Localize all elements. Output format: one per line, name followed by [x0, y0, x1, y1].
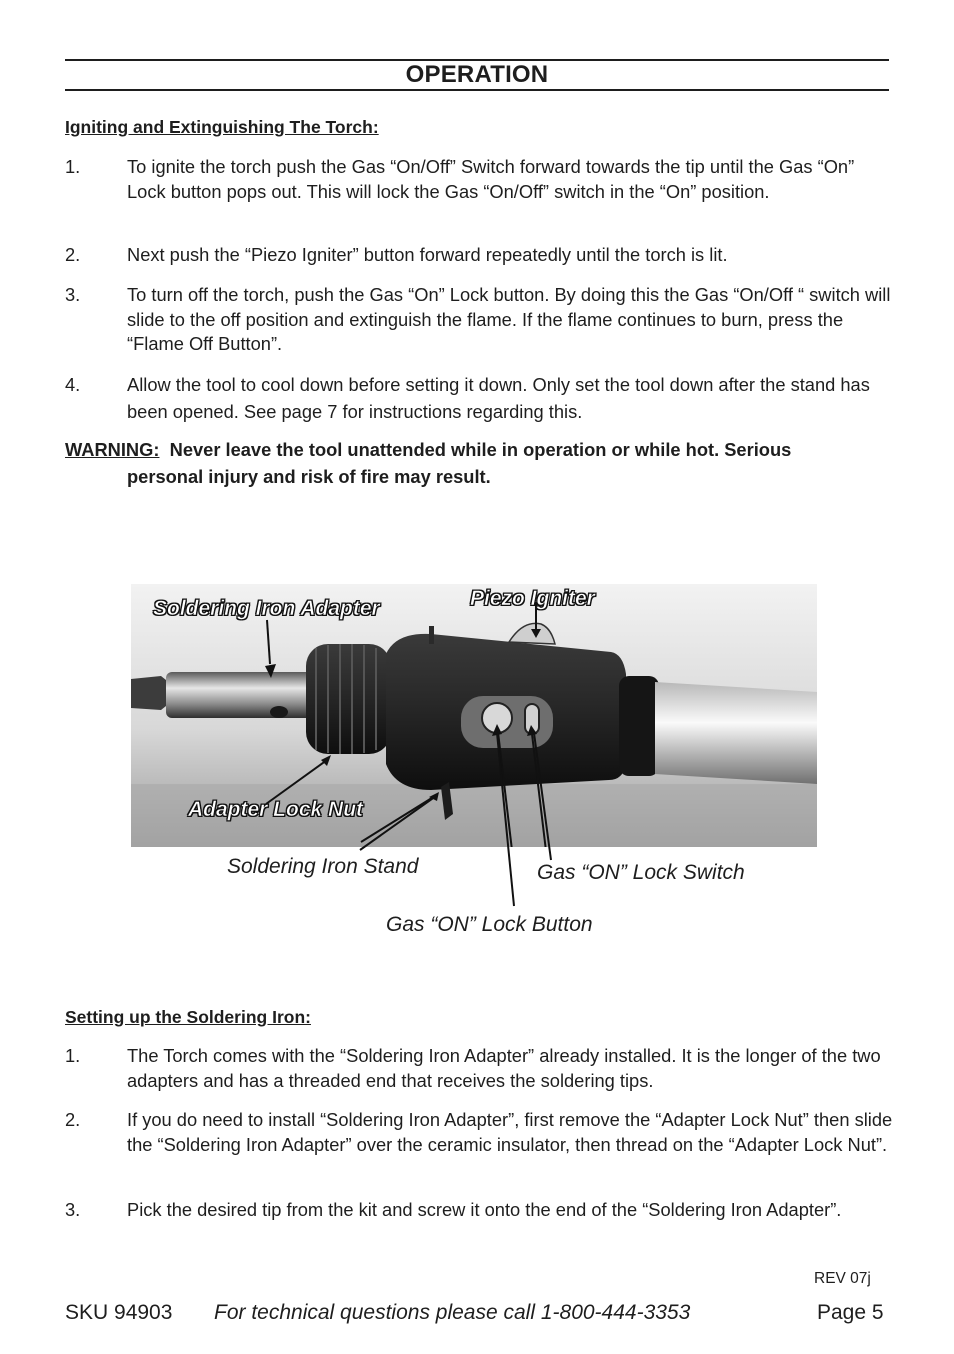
list-item-text: The Torch comes with the “Soldering Iron Adapter” already installed. It is the longer of the two adapters and has a threaded end that receives the soldering tips.: [127, 1045, 881, 1091]
list-item-number: 2.: [65, 244, 81, 265]
list-item-number: 1.: [65, 156, 81, 177]
section-heading-igniting: Igniting and Extinguishing The Torch:: [65, 117, 379, 137]
warning-label: WARNING:: [65, 439, 160, 460]
revision-label: REV 07j: [814, 1270, 871, 1287]
list-item-text: If you do need to install “Soldering Iron Adapter”, first remove the “Adapter Lock Nut” then slide the “Soldering Iron Adapter” over the ceramic insulator, then thread on the “Adapter Lock Nut”.: [127, 1109, 893, 1155]
list-item-number: 1.: [65, 1045, 81, 1066]
list-item-text: To turn off the torch, push the Gas “On” Lock button. By doing this the Gas “On/Off “ switch will slide to the off position and extinguish the flame. If the flame continues to burn, press the “Flame Off Button”.: [127, 284, 891, 354]
warning-text-line1: Never leave the tool unattended while in operation or while hot. Serious: [169, 439, 792, 460]
list-item-text: Pick the desired tip from the kit and screw it onto the end of the “Soldering Iron Adapter”.: [127, 1199, 842, 1220]
list-item: [65, 1044, 895, 1093]
list-item-text: To ignite the torch push the Gas “On/Off” Switch forward towards the tip until the Gas “On” Lock button pops out. This will lock the Gas “On/Off” switch in the “On” position.: [127, 156, 855, 202]
list-item-text: Allow the tool to cool down before setting it down. Only set the tool down after the stand has been opened. See page 7 for instructions regarding this.: [127, 374, 870, 422]
list-item: [65, 1196, 895, 1223]
footer-page-number: Page 5: [817, 1301, 884, 1324]
list-item-number: 3.: [65, 284, 81, 305]
list-item-number: 4.: [65, 374, 81, 395]
callout-gas-on-lock-button: Gas “ON” Lock Button: [386, 913, 593, 936]
list-item-number: 2.: [65, 1109, 81, 1130]
callout-gas-on-lock-switch: Gas “ON” Lock Switch: [537, 861, 745, 884]
page-title: OPERATION: [405, 61, 549, 88]
footer-sku: SKU 94903: [65, 1301, 173, 1324]
label-soldering-iron-adapter: Soldering Iron Adapter: [153, 597, 380, 620]
list-item-text: Next push the “Piezo Igniter” button forward repeatedly until the torch is lit.: [127, 244, 728, 265]
label-adapter-lock-nut: Adapter Lock Nut: [188, 798, 364, 821]
warning-text-line2: personal injury and risk of fire may result.: [127, 466, 491, 487]
list-item: [65, 1108, 895, 1157]
list-item-number: 3.: [65, 1199, 81, 1220]
section-heading-setting-up: Setting up the Soldering Iron:: [65, 1007, 311, 1027]
callout-soldering-iron-stand: Soldering Iron Stand: [227, 855, 419, 878]
label-piezo-igniter: Piezo Igniter: [470, 587, 595, 610]
footer-support-text: For technical questions please call 1-800-444-3353: [214, 1301, 691, 1324]
